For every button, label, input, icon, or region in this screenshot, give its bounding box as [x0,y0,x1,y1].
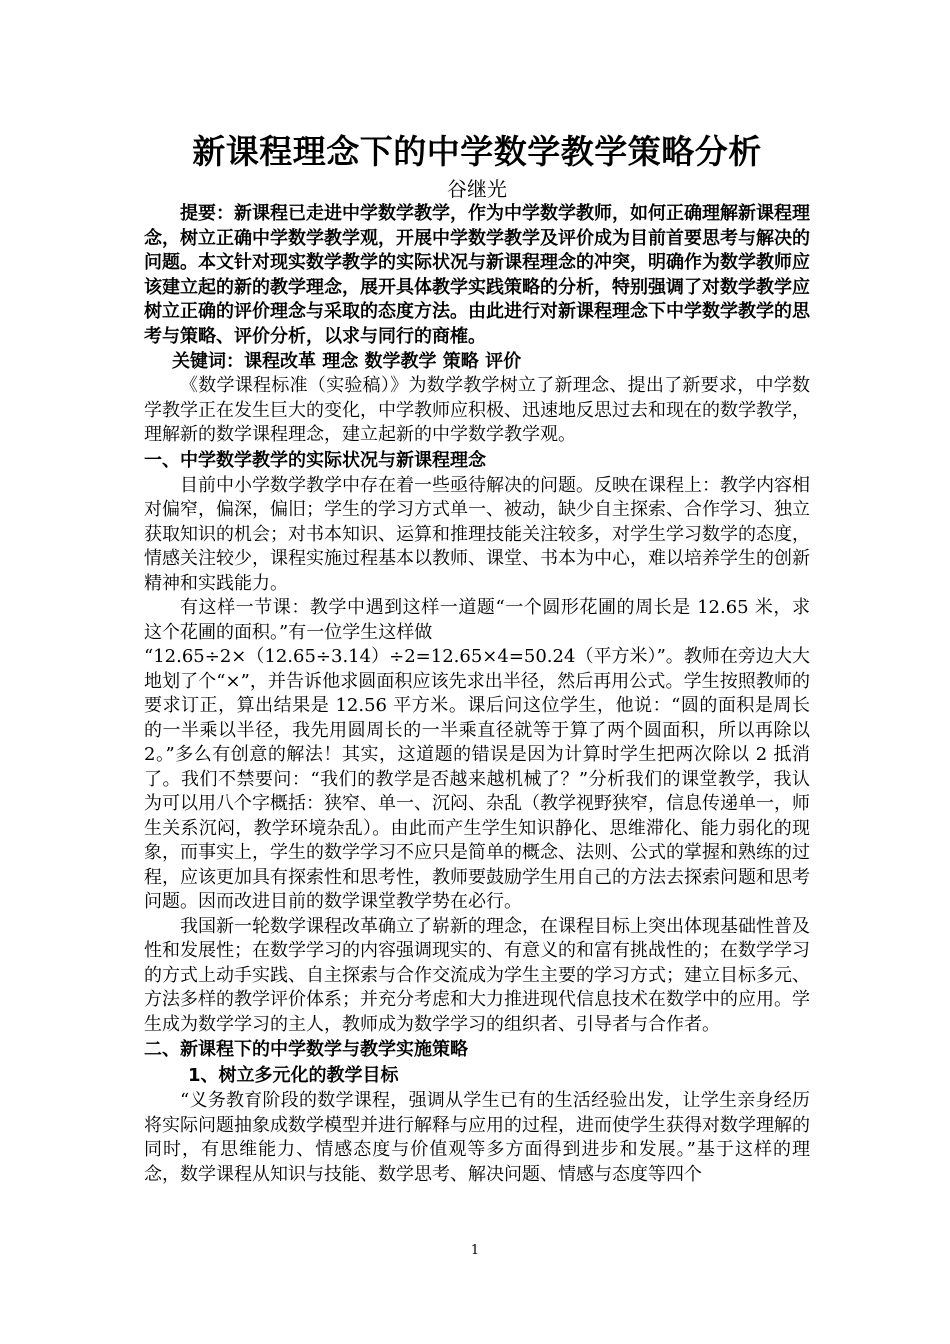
page-number: 1 [470,1243,480,1258]
abstract-paragraph: 提要：新课程已走进中学数学教学，作为中学数学教师，如何正确理解新课程理念，树立正确中学数学教学观，开展中学数学教学及评价成为目前首要思考与解决的问题。本文针对现实数学教学的实际状况与新课程理念的冲突，明确作为数学教师应该建立起的新的教学理念，展开具体教学实践策略的分析，特别强调了对数学教学应树立正确的评价理念与采取的态度方法。由此进行对新课程理念下中学数学教学的思考与策略、评价分析，以求与同行的商榷。 [144,203,810,347]
section-2-paragraph-1: “义务教育阶段的数学课程，强调从学生已有的生活经验出发，让学生亲身经历将实际问题抽象成数学模型并进行解释与应用的过程，进而使学生获得对数学理解的同时，有思维能力、情感态度与价值观等多方面得到进步和发展。”基于这样的理念，数学课程从知识与技能、数学思考、解决问题、情感与态度等四个 [144,1090,810,1185]
author-name: 谷继光 [447,177,507,201]
section-2-subheading-1: 1、树立多元化的教学目标 [188,1065,399,1086]
paper-title: 新课程理念下的中学数学教学策略分析 [192,132,762,171]
keywords-line: 关键词：课程改革 理念 数学教学 策略 评价 [172,351,522,372]
section-1-heading: 一、中学数学教学的实际状况与新课程理念 [144,449,486,471]
section-1-paragraph-2: 有这样一节课：教学中遇到这样一道题“一个圆形花圃的周长是 12.65 米，求这个花圃的面积。”有一位学生这样做 [144,597,810,643]
intro-paragraph: 《数学课程标准（实验稿）》为数学教学树立了新理念、提出了新要求，中学数学教学正在发生巨大的变化，中学教师应积极、迅速地反思过去和现在的数学教学，理解新的数学课程理念，建立起新的中学数学教学观。 [144,375,810,445]
section-1-paragraph-3: 我国新一轮数学课程改革确立了崭新的理念，在课程目标上突出体现基础性普及性和发展性；在数学学习的内容强调现实的、有意义的和富有挑战性的；在数学学习的方式上动手实践、自主探索与合作交流成为学生主要的学习方式；建立目标多元、方法多样的教学评价体系；并充分考虑和大力推进现代信息技术在数学中的应用。学生成为数学学习的主人，教师成为数学学习的组织者、引导者与合作者。 [144,915,810,1035]
section-1-paragraph-2-continued: “12.65÷2×（12.65÷3.14）÷2=12.65×4=50.24（平方米）”。教师在旁边大大地划了个“×”，并告诉他求圆面积应该先求出半径，然后再用公式。学生按照教师的要求订正，算出结果是 12.56 平方米。课后问这位学生，他说：“圆的面积是周长的一半乘以半径，我先用圆周长的一半乘直径就等于算了两个圆面积，所以再除以 2。”多么有创意的解法！其实，这道题的错误是因为计算时学生把两次除以 2 抵消了。我们不禁要问：“我们的教学是否越来越机械了？”分析我们的课堂教学，我认为可以用八个字概括：狭窄、单一、沉闷、杂乱（教学视野狭窄，信息传递单一，师生关系沉闷，教学环境杂乱）。由此而产生学生知识静化、思维滞化、能力弱化的现象，而事实上，学生的数学学习不应只是简单的概念、法则、公式的掌握和熟练的过程，应该更加具有探索性和思考性，教师要鼓励学生用自己的方法去探索问题和思考问题。因而改进目前的数学课堂教学势在必行。 [144,646,810,912]
section-2-heading: 二、新课程下的中学数学与教学实施策略 [144,1039,468,1060]
section-1-paragraph-1: 目前中小学数学教学中存在着一些亟待解决的问题。反映在课程上：教学内容相对偏窄，偏深，偏旧；学生的学习方式单一、被动，缺少自主探索、合作学习、独立获取知识的机会；对书本知识、运算和推理技能关注较多，对学生学习数学的态度，情感关注较少，课程实施过程基本以教师、课堂、书本为中心，难以培养学生的创新精神和实践能力。 [144,474,810,594]
